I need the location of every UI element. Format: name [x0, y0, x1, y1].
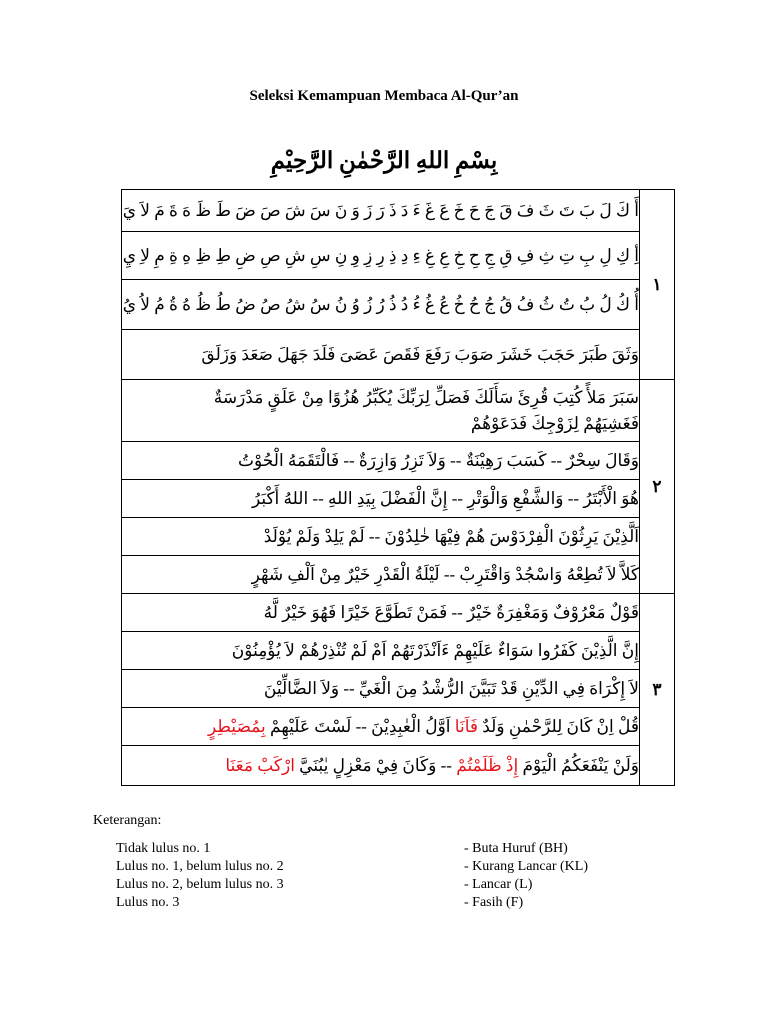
legend-item	[116, 858, 676, 876]
level-number: ٢	[640, 380, 675, 594]
legend-result: - Lancar (L)	[464, 877, 533, 892]
arabic-text-cell	[122, 556, 640, 594]
arabic-text-cell	[122, 746, 640, 786]
page-title: Seleksi Kemampuan Membaca Al-Qur’an	[249, 88, 519, 104]
arabic-text: وَلَنْ يَنْفَعَكُمُ الْيَوْمَ	[518, 755, 639, 775]
level-3-row	[122, 594, 675, 632]
legend-item	[116, 840, 676, 858]
arabic-text: قُلْ اِنْ كَانَ لِلرَّحْمٰنِ وَلَدٌ	[478, 716, 639, 736]
level-3-row	[122, 708, 675, 746]
level-1-row	[122, 232, 675, 280]
highlighted-word: ارْكَبْ مَعَنَا	[225, 755, 295, 775]
legend-title: Keterangan:	[93, 813, 162, 828]
legend-condition: Lulus no. 2, belum lulus no. 3	[116, 877, 284, 892]
legend-item	[116, 876, 676, 894]
level-2-row	[122, 518, 675, 556]
arabic-text-cell	[122, 708, 640, 746]
level-3-row	[122, 632, 675, 670]
legend-item	[116, 894, 676, 912]
highlighted-word: فَاَنَا	[454, 716, 478, 736]
arabic-text-cell	[122, 480, 640, 518]
arabic-text-line: فَغَشِيَهُمْ لِزَوْجِكَ فَدَعَوْهُمْ	[470, 413, 639, 433]
arabic-text: -- وَكَانَ فِيْ مَعْزِلٍ يٰبُنَيَّ	[294, 755, 457, 775]
level-2-row	[122, 556, 675, 594]
arabic-text-cell	[122, 280, 640, 330]
basmala-heading: بِسْمِ اللهِ الرَّحْمٰنِ الرَّحِيْمِ	[270, 148, 498, 173]
arabic-text-cell	[122, 190, 640, 232]
arabic-text: اَلَّذِيْنَ يَرِثُوْنَ الْفِرْدَوْسَ هُمْ فِيْهَا خٰلِدُوْنَ -- لَمْ يَلِدْ وَلَمْ يُوْلَدْ	[263, 526, 639, 546]
arabic-text-cell	[122, 594, 640, 632]
arabic-text-cell	[122, 380, 640, 442]
legend-result: - Fasih (F)	[464, 895, 524, 910]
arabic-text-cell	[122, 442, 640, 480]
arabic-text: كَلاَّ لاَ تُطِعْهُ وَاسْجُدْ وَاقْتَرِبْ -- لَيْلَةُ الْقَدْرِ خَيْرٌ مِنْ اَلْفِ شَهْرٍ	[251, 564, 639, 584]
arabic-text: اَوَّلُ الْعٰبِدِيْنَ -- لَسْتَ عَلَيْهِمْ	[265, 716, 455, 736]
reading-test-table	[121, 189, 675, 786]
level-1-row	[122, 190, 675, 232]
level-2-row	[122, 380, 675, 442]
level-3-row	[122, 746, 675, 786]
arabic-text: وَثَقَ طَبَرَ حَجَبَ خَشَرَ صَوَبَ رَفَعَ فَقَصَ عَصَىَ فَلَدَ جَهَلَ صَعَدَ وَزَلَقَ	[201, 344, 639, 364]
legend-result: - Buta Huruf (BH)	[464, 841, 568, 856]
arabic-text-cell	[122, 670, 640, 708]
arabic-text-cell	[122, 632, 640, 670]
legend-list	[116, 840, 676, 912]
legend-result: - Kurang Lancar (KL)	[464, 859, 588, 874]
level-1-row	[122, 280, 675, 330]
arabic-text: أِ كِ لِ بِ تِ ثِ فِ قِ جِ حِ خِ عِ غِ ءِ دِ ذِ رِ زِ وِ نِ سِ شِ صِ ضِ طِ ظِ هِ ةِ مِ لاِ يِ	[122, 245, 639, 265]
arabic-text: أُ كُ لُ بُ تُ ثُ فُ قُ جُ حُ خُ عُ غُ ءُ دُ ذُ رُ زُ وُ نُ سُ شُ صُ ضُ طُ ظُ هُ ةُ مُ لاُ يُ	[122, 294, 639, 314]
level-1-row	[122, 330, 675, 380]
arabic-text-cell	[122, 330, 640, 380]
arabic-text: لاَ إِكْرَاهَ فِي الدِّيْنِ قَدْ تَبَيَّنَ الرُّشْدُ مِنَ الْغَيِّ -- وَلاَ الضَّالِّيْنَ	[263, 678, 639, 698]
level-2-row	[122, 442, 675, 480]
legend-condition: Lulus no. 3	[116, 895, 180, 910]
legend-condition: Tidak lulus no. 1	[116, 841, 211, 856]
level-3-row	[122, 670, 675, 708]
arabic-text-line: سَبَرَ مَلأً كُتِبَ قُرِئَ سَأَلَكَ فَصَلِّ لِرَبِّكَ يُكَبِّرُ هُزُوًا مِنْ عَلَقٍ مَدْرَسَةٌ	[213, 387, 639, 407]
arabic-text: هُوَ الْأَبْتَرُ -- وَالشَّفْعِ وَالْوَتْرِ -- إِنَّ الْفَضْلَ بِيَدِ اللهِ -- اللهُ أَكْبَرُ	[251, 488, 639, 508]
highlighted-word: إِذْ ظَلَمْتُمْ	[456, 755, 519, 775]
arabic-text-cell	[122, 232, 640, 280]
highlighted-word: بِمُصَيْطِرٍ	[207, 716, 266, 736]
arabic-text: أَ كَ لَ بَ تَ ثَ فَ قَ جَ حَ خَ عَ غَ ءَ دَ ذَ رَ زَ وَ نَ سَ شَ صَ ضَ طَ ظَ هَ ةَ مَ لاَ يَ	[122, 200, 639, 220]
arabic-text-cell	[122, 518, 640, 556]
legend-condition: Lulus no. 1, belum lulus no. 2	[116, 859, 284, 874]
level-2-row	[122, 480, 675, 518]
level-number: ١	[640, 190, 675, 380]
arabic-text: قَوْلٌ مَعْرُوْفٌ وَمَغْفِرَةٌ خَيْرٌ -- فَمَنْ تَطَوَّعَ خَيْرًا فَهُوَ خَيْرٌ لَّهُ	[263, 602, 639, 622]
arabic-text: إِنَّ الَّذِيْنَ كَفَرُوا سَوَاءٌ عَلَيْهِمْ ءَاَنْذَرْتَهُمْ اَمْ لَمْ تُنْذِرْهُمْ لاَ يُؤْمِنُوْنَ	[231, 640, 639, 660]
level-number: ٣	[640, 594, 675, 786]
arabic-text: وَقَالَ سِحْرٌ -- كَسَبَ رَهِيْنَةٌ -- وَلاَ تَزِرُ وَازِرَةٌ -- فَالْتَقَمَهُ الْحُوْتُ	[238, 450, 639, 470]
